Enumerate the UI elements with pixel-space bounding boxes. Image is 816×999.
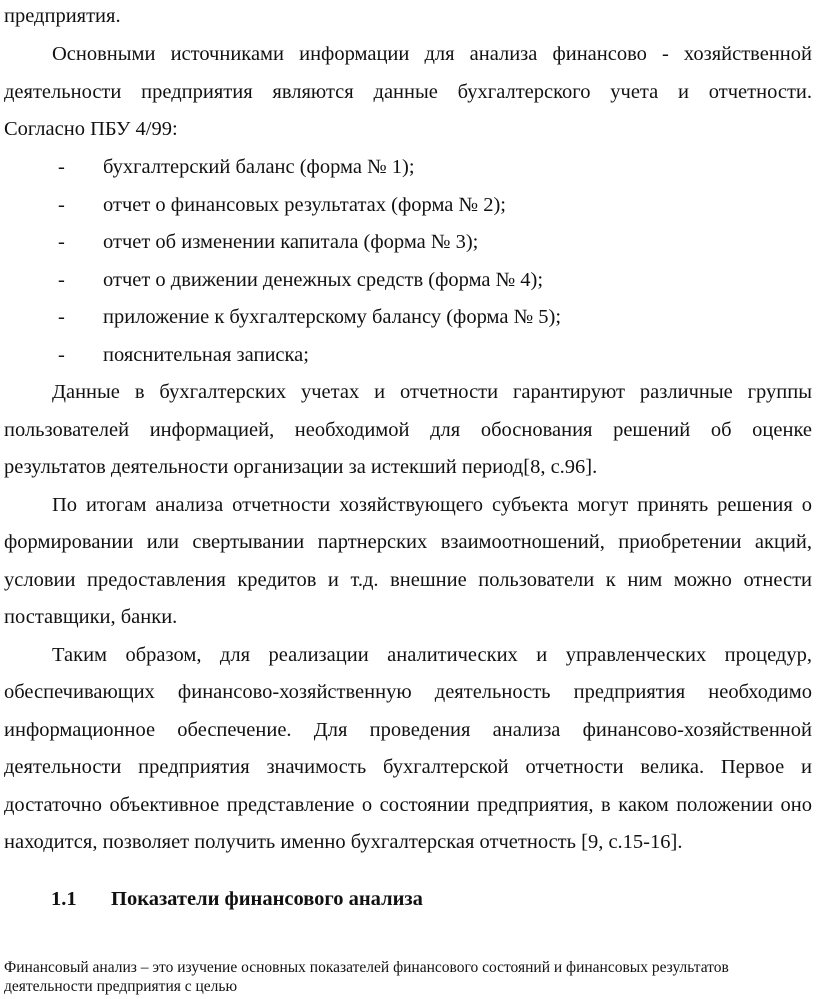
list-dash: - (58, 156, 65, 178)
text-line: обеспечивающих финансово-хозяйственную деятельность предприятия необходимо (4, 681, 812, 703)
footer-text: Финансовый анализ – это изучение основных показателей финансового состояний и финансовых результатов (4, 959, 729, 976)
list-item-text: отчет о движении денежных средств (форма № 4); (103, 269, 544, 291)
text-line: деятельности предприятия значимость бухгалтерской отчетности велика. Первое и (4, 756, 812, 778)
list-item-text: пояснительная записка; (103, 344, 309, 366)
list-dash: - (58, 231, 65, 253)
section-number: 1.1 (51, 888, 77, 910)
text-line: находится, позволяет получить именно бухгалтерская отчетность [9, с.15-16]. (4, 831, 683, 853)
list-item-text: отчет об изменении капитала (форма № 3); (103, 231, 479, 253)
text-line: По итогам анализа отчетности хозяйствующего субъекта могут принять решения о (52, 494, 812, 516)
text-line: формировании или свертывании партнерских взаимоотношений, приобретении акций, (4, 531, 812, 553)
text-line: поставщики, банки. (4, 606, 178, 628)
text-line: Основными источниками информации для анализа финансово - хозяйственной (52, 43, 812, 65)
list-dash: - (58, 194, 65, 216)
text-line: пользователей информацией, необходимой для обоснования решений об оценке (4, 419, 812, 441)
text-line: Данные в бухгалтерских учетах и отчетности гарантируют различные группы (52, 381, 812, 403)
text-line: предприятия. (4, 5, 121, 27)
list-item-text: отчет о финансовых результатах (форма № 2); (103, 194, 506, 216)
footer-text: деятельности предприятия с целью (4, 978, 238, 995)
list-dash: - (58, 344, 65, 366)
text-line: результатов деятельности организации за истекший период[8, с.96]. (4, 456, 598, 478)
list-dash: - (58, 269, 65, 291)
section-title: Показатели финансового анализа (111, 888, 423, 910)
text-line: деятельности предприятия являются данные бухгалтерского учета и отчетности. (4, 81, 812, 103)
text-line: достаточно объективное представление о состоянии предприятия, в каком положении оно (4, 794, 812, 816)
list-item-text: приложение к бухгалтерскому балансу (форма № 5); (103, 306, 562, 328)
list-item-text: бухгалтерский баланс (форма № 1); (103, 156, 415, 178)
text-line: информационное обеспечение. Для проведения анализа финансово-хозяйственной (4, 719, 812, 741)
list-dash: - (58, 306, 65, 328)
text-line: условии предоставления кредитов и т.д. внешние пользователи к ним можно отнести (4, 569, 812, 591)
text-line: Таким образом, для реализации аналитических и управленческих процедур, (52, 644, 812, 666)
text-line: Согласно ПБУ 4/99: (4, 118, 178, 140)
